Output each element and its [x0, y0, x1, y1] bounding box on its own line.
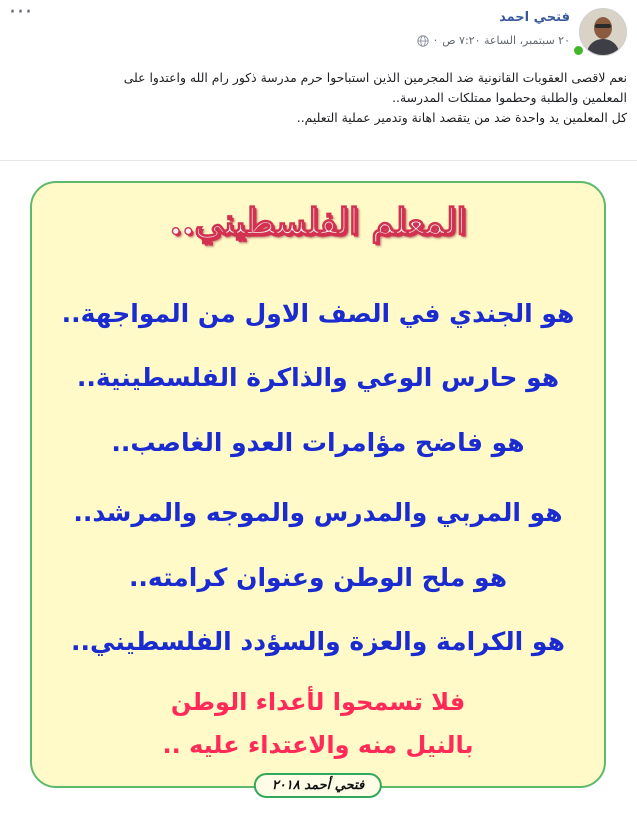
author-name[interactable]: فتحي احمد	[499, 10, 570, 25]
post-text-line: كل المعلمين يد واحدة ضد من يتقصد اهانة وتدمير عملية التعليم..	[296, 110, 627, 125]
poster-title: المعلم الفلسطيني..	[169, 201, 467, 243]
more-options-icon[interactable]: ···	[9, 0, 33, 25]
divider	[0, 160, 637, 161]
post-header	[0, 0, 637, 64]
post-text-line: المعلمين والطلبة وحطموا ممتلكات المدرسة..	[392, 90, 627, 105]
poster-appeal-line: بالنيل منه والاعتداء عليه ..	[162, 731, 474, 759]
poster-line: هو ملح الوطن وعنوان كرامته..	[128, 563, 508, 592]
poster-signature: فتحي أحمد ٢٠١٨	[254, 773, 382, 798]
post-timestamp[interactable]: ٢٠ سبتمبر، الساعة ٧:٢٠ ص	[442, 34, 570, 47]
post-body-text	[12, 68, 627, 128]
poster-appeal-line: فلا تسمحوا لأعداء الوطن	[170, 688, 466, 716]
poster-line: هو المربي والمدرس والموجه والمرشد..	[73, 498, 563, 527]
globe-icon[interactable]	[417, 35, 429, 47]
post-text-line: نعم لاقصى العقوبات القانونية ضد المجرمين الذين استباحوا حرم مدرسة ذكور رام الله واعتدوا على	[123, 70, 627, 85]
poster-line: هو الكرامة والعزة والسؤدد الفلسطيني..	[71, 627, 565, 656]
poster-line: هو حارس الوعي والذاكرة الفلسطينية..	[76, 363, 560, 392]
meta-separator: ·	[433, 34, 438, 47]
avatar[interactable]	[579, 8, 627, 56]
post-image[interactable]	[30, 181, 606, 793]
online-status-dot	[572, 44, 585, 57]
post-meta	[417, 34, 570, 47]
avatar-image	[580, 9, 626, 55]
poster-line: هو فاضح مؤامرات العدو الغاصب..	[111, 428, 525, 457]
poster-line: هو الجندي في الصف الاول من المواجهة..	[61, 299, 575, 328]
